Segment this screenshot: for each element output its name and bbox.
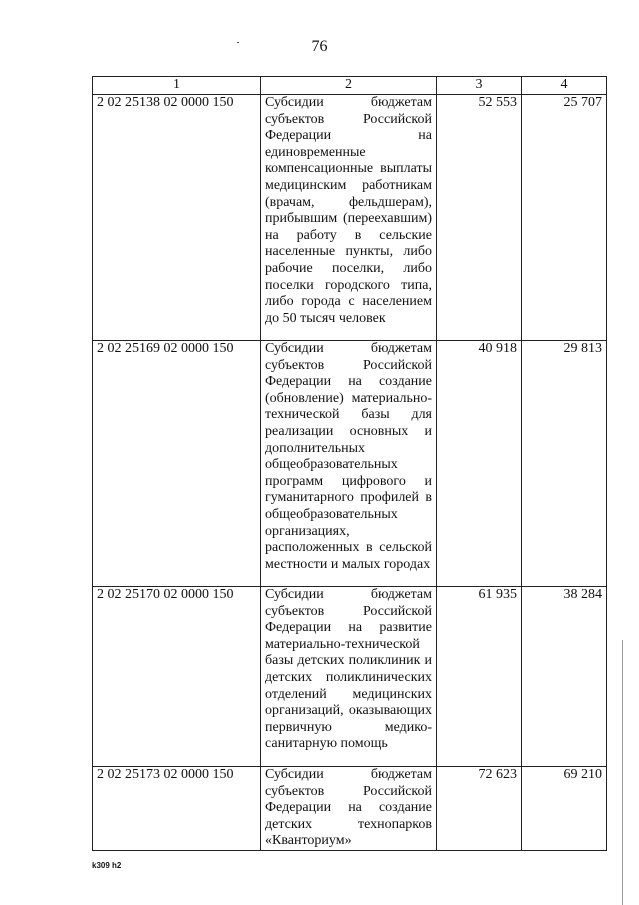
row-description: Субсидии бюджетам субъектов Российской Федерации на создание (обновление) материально-технической базы для реализации основных и дополнительных общеобразовательных программ цифрового и гуманитарного профилей в общеобразовательных организациях, расположенных в сельской местности и малых городах [261,341,437,587]
header-col-3: 3 [437,77,522,95]
budget-table [92,76,607,851]
footer-code: k309 h2 [92,861,122,870]
value-col-4: 38 284 [522,587,607,767]
table-row [93,767,607,851]
value-col-3: 61 935 [437,587,522,767]
value-col-4: 69 210 [522,767,607,851]
value-col-3: 72 623 [437,767,522,851]
table-row [93,587,607,767]
row-description: Субсидии бюджетам субъектов Российской Федерации на единовременные компенсационные выплаты медицинским работникам (врачам, фельдшерам), прибывшим (переехавшим) на работу в сельские населенные пункты, либо рабочие поселки, либо поселки городского типа, либо города с населением до 50 тысяч человек [261,95,437,341]
header-row [93,77,607,95]
budget-code: 2 02 25170 02 0000 150 [93,587,261,767]
value-col-4: 25 707 [522,95,607,341]
table-row [93,95,607,341]
row-description: Субсидии бюджетам субъектов Российской Федерации на создание детских технопарков «Кванториум» [261,767,437,851]
budget-code: 2 02 25173 02 0000 150 [93,767,261,851]
value-col-3: 52 553 [437,95,522,341]
scan-artifact-edge [622,640,623,905]
header-col-4: 4 [522,77,607,95]
header-col-1: 1 [93,77,261,95]
value-col-3: 40 918 [437,341,522,587]
header-col-2: 2 [261,77,437,95]
budget-code: 2 02 25138 02 0000 150 [93,95,261,341]
row-description: Субсидии бюджетам субъектов Российской Федерации на развитие материально-технической базы детских поликлиник и детских поликлинических отделений медицинских организаций, оказывающих первичную медико-санитарную помощь [261,587,437,767]
budget-code: 2 02 25169 02 0000 150 [93,341,261,587]
table-row [93,341,607,587]
page-number: 76 [311,38,328,55]
scan-artifact-dot [237,42,239,43]
value-col-4: 29 813 [522,341,607,587]
